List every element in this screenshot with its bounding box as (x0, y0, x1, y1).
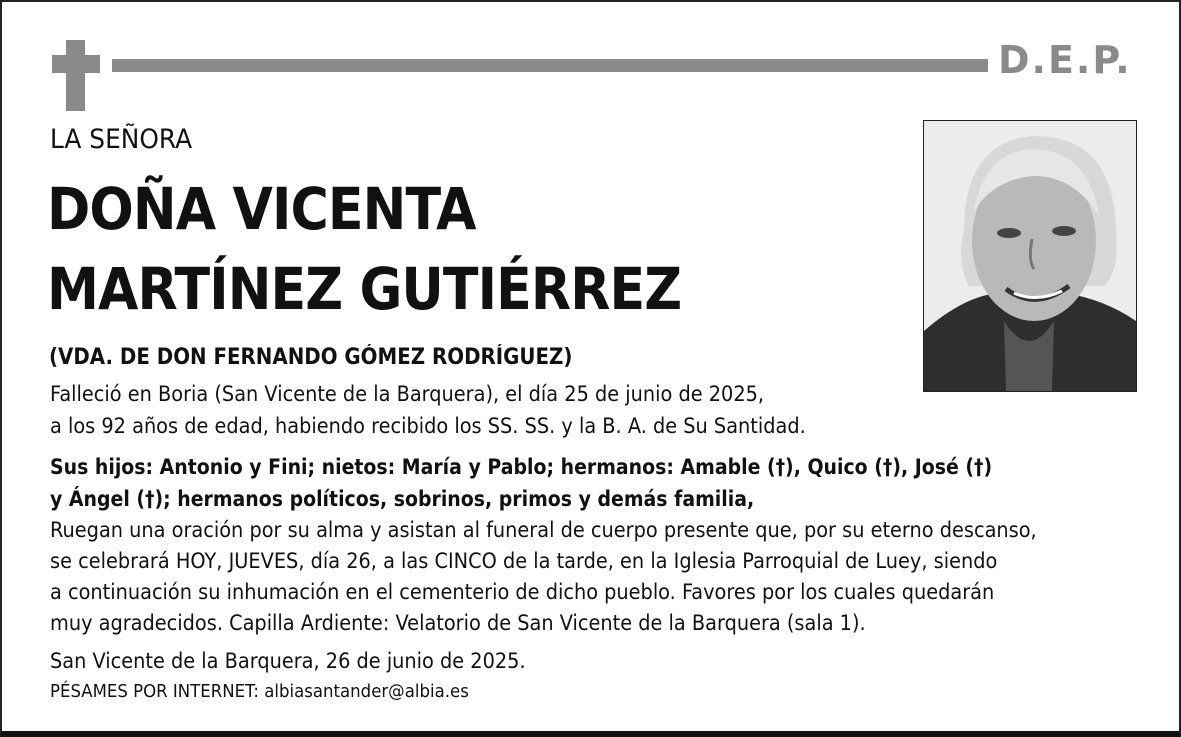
request-line-2: se celebrará HOY, JUEVES, día 26, a las CINCO de la tarde, en la Iglesia Parroquial de Luey, siendo (50, 549, 998, 573)
death-notice-line-1: Falleció en Boria (San Vicente de la Barquera), el día 25 de junio de 2025, (50, 382, 765, 406)
family-line-2: y Ángel (†); hermanos políticos, sobrinos, primos y demás familia, (50, 487, 755, 511)
title-prefix: LA SEÑORA (50, 124, 193, 155)
dep-label: D.E.P. (998, 38, 1132, 82)
condolences-contact: PÉSAMES POR INTERNET: albiasantander@albia.es (50, 681, 469, 702)
request-line-3: a continuación su inhumación en el cementerio de dicho pueblo. Favores por los cuales quedarán (50, 580, 995, 604)
death-notice-line-2: a los 92 años de edad, habiendo recibido los SS. SS. y la B. A. de Su Santidad. (50, 414, 806, 438)
family-line-1: Sus hijos: Antonio y Fini; nietos: María y Pablo; hermanos: Amable (†), Quico (†), José (†) (50, 455, 993, 479)
widow-of-line: (VDA. DE DON FERNANDO GÓMEZ RODRÍGUEZ) (49, 345, 573, 370)
request-line-1: Ruegan una oración por su alma y asistan al funeral de cuerpo presente que, por su eterno descanso, (50, 518, 1037, 542)
request-line-4: muy agradecidos. Capilla Ardiente: Velatorio de San Vicente de la Barquera (sala 1). (50, 611, 866, 635)
place-date: San Vicente de la Barquera, 26 de junio de 2025. (50, 649, 526, 673)
deceased-name-line-1: DOÑA VICENTA (47, 175, 476, 243)
deceased-name-line-2: MARTÍNEZ GUTIÉRREZ (47, 255, 682, 323)
portrait-photo (923, 120, 1137, 392)
cross-icon (52, 40, 100, 111)
header-rule (112, 59, 988, 72)
